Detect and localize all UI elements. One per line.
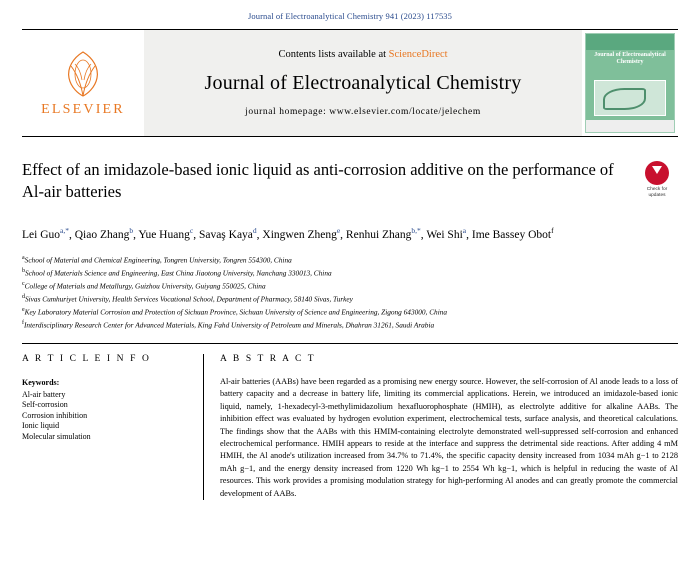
elsevier-wordmark: ELSEVIER	[41, 102, 125, 117]
crossmark-label-line1: Check for	[646, 187, 668, 192]
section-divider	[22, 343, 678, 344]
contents-prefix: Contents lists available at	[278, 49, 389, 60]
keyword-item: Self-corrosion	[22, 400, 68, 410]
contents-available-line	[278, 49, 447, 60]
author-affiliation-marker: a,*	[60, 226, 69, 235]
affiliation-item	[22, 292, 678, 305]
sciencedirect-link[interactable]: ScienceDirect	[388, 49, 448, 60]
publisher-logo	[22, 30, 144, 136]
cover-illustration	[594, 80, 666, 116]
author-name: Ime Bassey Obot	[471, 228, 552, 241]
author-affiliation-marker: c	[189, 226, 194, 235]
keywords-list	[22, 390, 189, 443]
author-entry[interactable]	[345, 226, 421, 241]
author-entry[interactable]	[426, 226, 467, 241]
author-affiliation-marker: b	[129, 226, 134, 235]
article-info-heading: A R T I C L E I N F O	[22, 353, 151, 364]
author-entry[interactable]	[74, 226, 134, 241]
abstract-heading: A B S T R A C T	[220, 353, 316, 364]
title-block	[22, 159, 678, 203]
affiliation-item	[22, 279, 678, 292]
author-list: Lei Guo$^{a,*}$, Qiao Zhang$^b$, Yue Huang$^c$, Savaş Kaya$^d$, Xingwen Zheng$^e$, Renhui Zhang$^{b,*}$, Wei Shi$^a$, Ime Bassey Obot$^f$	[22, 226, 554, 241]
journal-cover-thumbnail	[582, 30, 678, 136]
affiliation-marker: c	[22, 280, 25, 287]
affiliation-text: Key Laboratory Material Corrosion and Protection of Sichuan Province, Sichuan University of Science and Engineering, Zigong 643000, China	[24, 307, 448, 317]
cover-top-bar	[586, 34, 674, 50]
crossmark-icon	[645, 161, 669, 185]
affiliation-item	[22, 305, 678, 318]
affiliation-text: School of Materials Science and Engineering, East China Jiaotong University, Nanchang 330013, China	[25, 268, 332, 278]
affiliation-text: Interdisciplinary Research Center for Advanced Materials, King Fahd University of Petroleum and Minerals, Dhahran 31261, Saudi Arabia	[24, 320, 435, 330]
cover-footer-bar	[586, 120, 674, 132]
author-affiliation-marker: d	[252, 226, 257, 235]
author-entry[interactable]	[471, 226, 554, 241]
crossmark-label-line2: updates	[648, 193, 666, 198]
affiliation-text: School of Material and Chemical Engineering, Tongren University, Tongren 554300, China	[24, 255, 292, 265]
author-name: Qiao Zhang	[74, 228, 130, 241]
affiliation-marker: f	[22, 319, 24, 326]
affiliation-marker: d	[22, 293, 25, 300]
author-entry[interactable]	[22, 226, 69, 241]
keyword-item: Molecular simulation	[22, 431, 91, 441]
author-name: Wei Shi	[426, 228, 463, 241]
affiliation-marker: e	[22, 306, 25, 313]
author-entry[interactable]	[198, 226, 257, 241]
masthead-center	[144, 30, 582, 136]
affiliation-text: College of Materials and Metallurgy, Guizhou University, Guiyang 550025, China	[24, 281, 266, 291]
page-title: Effect of an imidazole-based ionic liquid as anti-corrosion additive on the performance of Al-air batteries	[22, 160, 614, 201]
affiliation-text: Sivas Cumhuriyet University, Health Services Vocational School, Department of Pharmacy, 58140 Sivas, Turkey	[25, 294, 353, 304]
affiliation-item	[22, 318, 678, 331]
keyword-item: Al-air battery	[22, 389, 66, 399]
running-head: Journal of Electroanalytical Chemistry 941 (2023) 117535	[247, 11, 453, 21]
author-name: Savaş Kaya	[198, 228, 253, 241]
author-affiliation-marker: e	[336, 226, 341, 235]
author-affiliation-marker: f	[551, 226, 554, 235]
author-entry[interactable]	[262, 226, 341, 241]
author-name: Xingwen Zheng	[262, 228, 337, 241]
affiliation-list	[22, 253, 678, 331]
author-name: Lei Guo	[22, 228, 61, 241]
abstract-text: Al-air batteries (AABs) have been regarded as a promising new energy source. However, the self-corrosion of Al anode leads to a loss of battery capacity and a decrease in battery life, limiting its commercial applications. Herein, we introduced an imidazole-based ionic liquid, namely, 1-hexadecyl-3-methylimidazolium hexafluorophosphate (HMIH), as electrolyte additive for alkaline AABs. The inhibition effect was evaluated by hydrogen evolution experiment, electrochemical tests, surface analysis, and theoretical calculations. The findings show that the AABs with this HMIM-containing electrolyte demonstrated well-suppressed self-corrosion and enhanced electrochemical performance. HMIH appears to reside at the interface and suppress the detrimental side reactions. After adding 4 mM HMIH, the Al anode's utilization increased from 34.7% to 71.4%, the specific capacity density increased from 1034 mAh g−1 to 2128 mAh g−1, and the energy density increased from 1220 Wh kg−1 to 2554 Wh kg−1, which is helpful in reducing the waste of Al resources. This work provides a promising modulation strategy for high-performing Al anodes and can greatly promote the commercial development of AABs.	[220, 376, 678, 498]
keywords-heading: Keywords:	[22, 377, 60, 387]
affiliation-item	[22, 253, 678, 266]
affiliation-marker: a	[22, 254, 25, 261]
journal-title: Journal of Electroanalytical Chemistry	[204, 72, 522, 94]
elsevier-tree-icon	[53, 48, 113, 100]
author-affiliation-marker: b,*	[411, 226, 421, 235]
abstract-column	[204, 354, 678, 500]
crossmark-badge[interactable]	[636, 161, 678, 199]
info-abstract-section	[22, 354, 678, 500]
journal-masthead	[22, 29, 678, 137]
affiliation-marker: b	[22, 267, 25, 274]
journal-homepage[interactable]: journal homepage: www.elsevier.com/locate/jelechem	[245, 107, 481, 117]
author-name: Yue Huang	[138, 228, 190, 241]
keyword-item: Ionic liquid	[22, 421, 60, 431]
cover-title: Journal of Electroanalytical Chemistry	[594, 52, 666, 65]
article-info-column	[22, 354, 204, 500]
affiliation-item	[22, 266, 678, 279]
author-name: Renhui Zhang	[345, 228, 412, 241]
author-affiliation-marker: a	[462, 226, 467, 235]
keyword-item: Corrosion inhibition	[22, 410, 88, 420]
author-entry[interactable]	[138, 226, 194, 241]
